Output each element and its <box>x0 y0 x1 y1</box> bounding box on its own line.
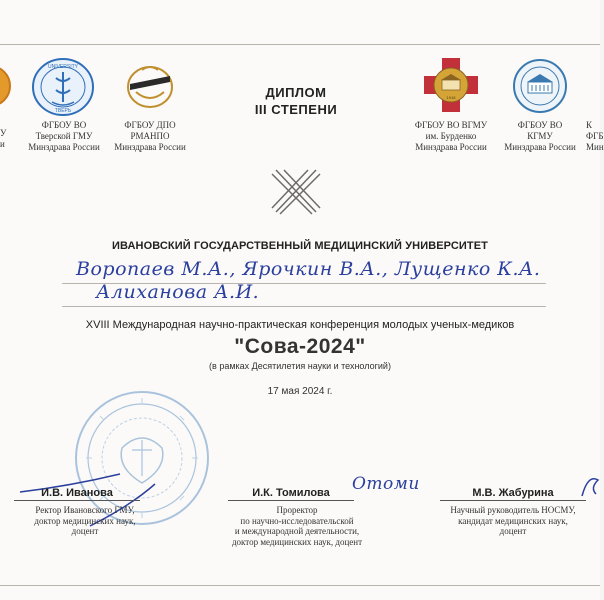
role-line: Ректор Ивановского ГМУ, <box>35 505 135 515</box>
awardees-underline-2 <box>62 306 546 307</box>
caption-line: У <box>0 128 7 138</box>
diploma-title-line1: ДИПЛОМ <box>265 85 327 100</box>
role-line: по научно-исследовательской <box>240 515 354 526</box>
partial-left-caption <box>0 128 12 150</box>
rmanpo-logo <box>118 62 182 117</box>
caption-line: ФГБОУ ВО ВГМУ <box>414 120 488 130</box>
rmanpo-caption <box>112 120 188 153</box>
vgmu-logo-year: 1918 <box>446 95 456 100</box>
event-name: "Сова-2024" <box>234 335 366 358</box>
caption-line: КГМУ <box>527 131 553 141</box>
caption-line: Тверской ГМУ <box>35 131 93 141</box>
role-line: доктор медицинских наук, <box>34 515 136 526</box>
role-line: Проректор <box>276 505 318 515</box>
signatory-role <box>222 505 372 547</box>
tvgmu-logo-text-bottom: ТВЕРЬ <box>54 108 72 114</box>
diploma-title <box>226 84 366 118</box>
tomilova-signature: Отоми <box>352 474 420 494</box>
signatory-role <box>10 505 160 537</box>
role-line: доктор медицинских наук, доцент <box>231 536 363 547</box>
kgmu-caption <box>502 120 578 153</box>
caption-line: Минздрава России <box>415 142 487 152</box>
awardees-line-1: Воропаев М.А., Ярочкин В.А., Лущенко К.А. <box>76 258 541 280</box>
zhaburina-sign-line <box>440 500 586 501</box>
tvgmu-caption <box>28 120 100 153</box>
awardees-line-2: Алиханова А.И. <box>96 281 260 303</box>
caption-line: РМАНПО <box>130 131 170 141</box>
signatory-role <box>436 505 590 537</box>
conference-title: XVIII Международная научно-практическая конференция молодых ученых-медиков <box>85 319 515 331</box>
kgmu-logo <box>512 58 568 119</box>
vgmu-logo <box>422 56 480 119</box>
signatory-name: И.К. Томилова <box>252 487 330 499</box>
caption-line: Мин <box>586 142 604 152</box>
caption-line: ФГБОУ ДПО <box>124 120 176 130</box>
event-date: 17 мая 2024 г. <box>267 386 333 397</box>
caption-line: Минздрава России <box>28 142 100 152</box>
caption-line: Минздрава России <box>114 142 186 152</box>
role-line: и международной деятельности, <box>234 526 360 536</box>
role-line: доцент <box>499 526 527 536</box>
partial-left-logo <box>0 62 12 115</box>
caption-line: им. Бурденко <box>425 131 477 141</box>
caption-line: ФГБ <box>586 131 604 141</box>
diploma-degree: III СТЕПЕНИ <box>254 102 338 117</box>
tvgmu-logo-text-top: UNIVERSITY <box>47 64 79 70</box>
caption-line: К <box>586 120 593 130</box>
caption-line: ФГБОУ ВО <box>41 120 87 130</box>
caption-line: и <box>0 139 5 149</box>
caption-line: ФГБОУ ВО <box>517 120 563 130</box>
lattice-ornament-icon <box>268 166 324 221</box>
tomilova-sign-line <box>228 500 354 501</box>
event-subtitle: (в рамках Десятилетия науки и технологий) <box>209 361 391 371</box>
signatory-name: М.В. Жабурина <box>472 487 554 499</box>
vgmu-caption <box>405 120 497 153</box>
ivanova-sign-line <box>14 500 140 501</box>
caption-line: Минздрава России <box>504 142 576 152</box>
role-line: Научный руководитель НОСМУ, <box>450 505 576 515</box>
tvgmu-logo <box>32 58 94 121</box>
university-name: ИВАНОВСКИЙ ГОСУДАРСТВЕННЫЙ МЕДИЦИНСКИЙ УНИВЕРСИТЕТ <box>112 240 488 252</box>
role-line: доцент <box>71 526 99 536</box>
partial-right-caption <box>586 120 604 153</box>
signatory-name: И.В. Иванова <box>41 487 113 499</box>
role-line: кандидат медицинских наук, <box>458 515 568 526</box>
